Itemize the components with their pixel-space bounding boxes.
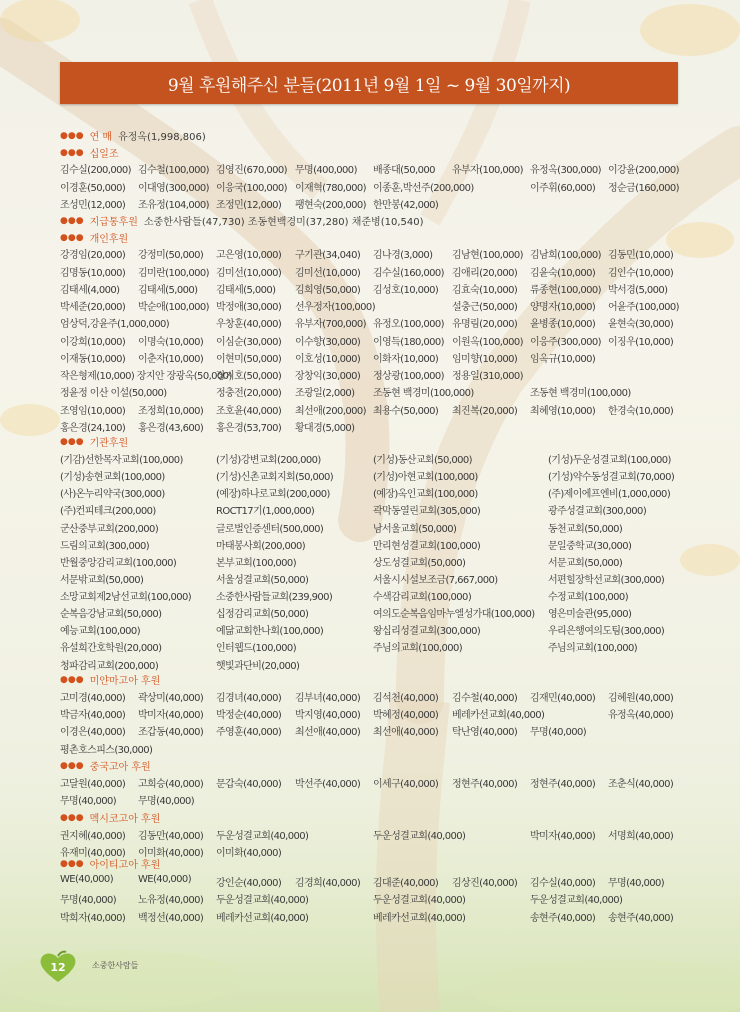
donor-entry: 정용일(310,000) bbox=[452, 371, 523, 382]
donor-entry: (예장)옥인교회(100,000) bbox=[373, 489, 478, 500]
donor-entry: 이춘자(10,000) bbox=[138, 354, 204, 365]
donor-entry: 이심순(30,000) bbox=[216, 337, 282, 348]
donor-entry: 김애리(20,000) bbox=[452, 268, 518, 279]
donor-entry: 이경은(40,000) bbox=[60, 727, 126, 738]
donor-entry: 정순금(160,000) bbox=[608, 183, 679, 194]
donor-entry: (기성)동산교회(50,000) bbox=[373, 455, 472, 466]
donor-entry: 글로벌인증센터(500,000) bbox=[216, 524, 324, 535]
donor-entry: 김명동(10,000) bbox=[60, 268, 126, 279]
donor-entry: 홍은경(43,600) bbox=[138, 423, 204, 434]
donor-entry: 유부자(700,000) bbox=[295, 319, 366, 330]
donor-entry: 고미경(40,000) bbox=[60, 693, 126, 704]
donor-entry: 박정애(30,000) bbox=[216, 302, 282, 313]
donor-entry: 이수향(30,000) bbox=[295, 337, 361, 348]
donor-entry: 김태세(5,000) bbox=[138, 285, 198, 296]
donor-entry: 김미란(100,000) bbox=[138, 268, 209, 279]
donor-entry: 본부교회(100,000) bbox=[216, 558, 296, 569]
bullet-dots: ●●● bbox=[60, 215, 84, 226]
section-yearly bbox=[60, 128, 206, 143]
donor-entry: (기성)신촌교회지회(50,000) bbox=[216, 472, 334, 483]
donor-entry: 정현주(40,000) bbox=[452, 779, 518, 790]
donor-entry: 황대경(5,000) bbox=[295, 423, 355, 434]
donor-entry: 조춘식(40,000) bbox=[608, 779, 674, 790]
donor-entry: 김수철(40,000) bbox=[452, 693, 518, 704]
section-collection-box bbox=[60, 213, 424, 228]
donor-entry: 김수철(100,000) bbox=[138, 165, 209, 176]
donor-entry: 김미선(10,000) bbox=[295, 268, 361, 279]
donor-entry: 서문교회(50,000) bbox=[548, 558, 623, 569]
donor-entry: 무명(40,000) bbox=[608, 878, 665, 889]
donor-entry: 최진복(20,000) bbox=[452, 406, 518, 417]
donor-entry: 김동민(10,000) bbox=[608, 250, 674, 261]
section-label: 미얀마고아 후원 bbox=[89, 676, 161, 687]
page-number: 12 bbox=[50, 960, 66, 974]
donor-entry: 김부녀(40,000) bbox=[295, 693, 361, 704]
donor-entry: 동천교회(50,000) bbox=[548, 524, 623, 535]
donor-entry: (기성)두운성결교회(100,000) bbox=[548, 455, 671, 466]
donor-entry: 박지영(40,000) bbox=[295, 710, 361, 721]
donor-entry: 백정선(40,000) bbox=[138, 913, 204, 924]
donor-entry: 강인순(40,000) bbox=[216, 878, 282, 889]
donor-entry: 무명(400,000) bbox=[295, 165, 357, 176]
donor-entry: 서문밖교회(50,000) bbox=[60, 575, 144, 586]
section-label: 멕시코고아 후원 bbox=[89, 814, 161, 825]
donor-entry: 이영득(180,000) bbox=[373, 337, 444, 348]
donor-entry: 최선애(40,000) bbox=[295, 727, 361, 738]
donor-entry: 무명(40,000) bbox=[530, 727, 587, 738]
donor-entry: 김대준(40,000) bbox=[373, 878, 439, 889]
donor-entry: 노유정(40,000) bbox=[138, 895, 204, 906]
donor-entry: 김미선(10,000) bbox=[216, 268, 282, 279]
donor-entry: 조호윤(40,000) bbox=[216, 406, 282, 417]
donor-entry: 무명(40,000) bbox=[60, 895, 117, 906]
donor-entry: 조정민(12,000) bbox=[216, 200, 282, 211]
donor-entry: (주)컨피테크(200,000) bbox=[60, 506, 156, 517]
donor-entry: 구기관(34,040) bbox=[295, 250, 361, 261]
donor-entry: WE(40,000) bbox=[138, 874, 191, 885]
donor-entry: 장지호(50,000) bbox=[216, 371, 282, 382]
donor-entry: 임미향(10,000) bbox=[452, 354, 518, 365]
donor-entry: 반월중앙감리교회(100,000) bbox=[60, 558, 177, 569]
donor-entry: 홍은경(24,100) bbox=[60, 423, 126, 434]
donor-entry: 김혜원(40,000) bbox=[608, 693, 674, 704]
donor-entry: 한경숙(10,000) bbox=[608, 406, 674, 417]
donor-entry: 엄상덕,강윤주(1,000,000) bbox=[60, 319, 170, 330]
donor-entry: 임옥규(10,000) bbox=[530, 354, 596, 365]
donor-entry: 우리은행여의도팀(300,000) bbox=[548, 626, 665, 637]
donor-entry: 김남희(100,000) bbox=[530, 250, 601, 261]
page-title: 9월 후원해주신 분들(2011년 9월 1일 ~ 9월 30일까지) bbox=[60, 62, 678, 104]
donor-entry: 조동현 백경미(100,000) bbox=[373, 388, 474, 399]
donor-entry: ROCT17기(1,000,000) bbox=[216, 506, 315, 517]
donor-entry: 한만봉(42,000) bbox=[373, 200, 439, 211]
donor-entry: 김성호(10,000) bbox=[373, 285, 439, 296]
donor-entry: 유재미(40,000) bbox=[60, 848, 126, 859]
donor-entry: 정상광(100,000) bbox=[373, 371, 444, 382]
donor-entry: 유부자(100,000) bbox=[452, 165, 523, 176]
donor-entry: 베레카선교회(40,000) bbox=[373, 913, 466, 924]
donor-entry: 양명자(10,000) bbox=[530, 302, 596, 313]
donor-entry: 조광일(2,000) bbox=[295, 388, 355, 399]
donor-entry: 이응주(300,000) bbox=[530, 337, 601, 348]
donor-entry: (기성)강변교회(200,000) bbox=[216, 455, 321, 466]
section-label: 개인후원 bbox=[89, 234, 129, 245]
donor-entry: 최선애(40,000) bbox=[373, 727, 439, 738]
donor-entry: 광주성결교회(300,000) bbox=[548, 506, 647, 517]
donor-entry: 강정미(50,000) bbox=[138, 250, 204, 261]
donor-entry: 장창익(30,000) bbox=[295, 371, 361, 382]
donor-entry: 드림의교회(300,000) bbox=[60, 541, 150, 552]
donor-entry: 최혜영(10,000) bbox=[530, 406, 596, 417]
donor-entry: 청파감리교회(200,000) bbox=[60, 661, 159, 672]
donor-entry: 곽상미(40,000) bbox=[138, 693, 204, 704]
donor-entry: 무명(40,000) bbox=[60, 796, 117, 807]
donor-entry: 김인수(10,000) bbox=[608, 268, 674, 279]
donor-entry: 고희승(40,000) bbox=[138, 779, 204, 790]
donor-entry: 류종현(100,000) bbox=[530, 285, 601, 296]
donor-entry: 만리현성결교회(100,000) bbox=[373, 541, 481, 552]
section-label: 중국고아 후원 bbox=[89, 762, 151, 773]
donor-entry: 두운성결교회(40,000) bbox=[373, 895, 466, 906]
donor-entry: 소중한사람들교회(239,900) bbox=[216, 592, 333, 603]
donor-entry: 유정옥(40,000) bbox=[608, 710, 674, 721]
donor-entry: 박금자(40,000) bbox=[60, 710, 126, 721]
donor-entry: (주)제이에프엔비(1,000,000) bbox=[548, 489, 671, 500]
donor-entry: 두운성결교회(40,000) bbox=[373, 831, 466, 842]
donor-entry: (사)온누리약국(300,000) bbox=[60, 489, 165, 500]
donor-entry: 이명숙(10,000) bbox=[138, 337, 204, 348]
donor-entry: 순복음강남교회(50,000) bbox=[60, 609, 162, 620]
donor-entry: 십정감리교회(50,000) bbox=[216, 609, 309, 620]
donor-entry: (기성)약수동성결교회(70,000) bbox=[548, 472, 675, 483]
donor-entry: 두운성결교회(40,000) bbox=[216, 895, 309, 906]
donor-entry: 주님의교회(100,000) bbox=[373, 643, 463, 654]
donor-entry: 박희자(40,000) bbox=[60, 913, 126, 924]
donor-entry: 주영훈(40,000) bbox=[216, 727, 282, 738]
donor-entry: WE(40,000) bbox=[60, 874, 113, 885]
section-extra: 소중한사람들(47,730) 조동현백경미(37,280) 채준병(10,540) bbox=[143, 217, 424, 228]
donor-entry: 김경희(40,000) bbox=[295, 878, 361, 889]
donor-entry: 정충전(20,000) bbox=[216, 388, 282, 399]
donor-entry: 우창훈(40,000) bbox=[216, 319, 282, 330]
donor-entry: 이재동(10,000) bbox=[60, 354, 126, 365]
donor-entry: 수정교회(100,000) bbox=[548, 592, 628, 603]
donor-entry: 이주휘(60,000) bbox=[530, 183, 596, 194]
donor-entry: 베레카선교회(40,000) bbox=[216, 913, 309, 924]
section-label: 연 매 bbox=[89, 132, 113, 143]
donor-entry: 김경녀(40,000) bbox=[216, 693, 282, 704]
donor-entry: 선우정자(100,000) bbox=[295, 302, 375, 313]
donor-entry: 김석천(40,000) bbox=[373, 693, 439, 704]
donor-entry: 조동현 백경미(100,000) bbox=[530, 388, 631, 399]
donor-entry: 윤병종(10,000) bbox=[530, 319, 596, 330]
donor-entry: 여의도순복음임마누엘성가대(100,000) bbox=[373, 609, 535, 620]
bullet-dots: ●●● bbox=[60, 130, 84, 141]
donor-entry: 유정옥(300,000) bbox=[530, 165, 601, 176]
donor-entry: (기감)선한목자교회(100,000) bbox=[60, 455, 183, 466]
donor-entry: 이현미(50,000) bbox=[216, 354, 282, 365]
donor-entry: 탁난영(40,000) bbox=[452, 727, 518, 738]
donor-entry: 작은형제(10,000) 장지안 장광옥(50,000) bbox=[60, 371, 232, 382]
donor-entry: 이종훈,박선주(200,000) bbox=[373, 183, 474, 194]
section-label: 기관후원 bbox=[89, 438, 129, 449]
section-label: 아이티고아 후원 bbox=[89, 860, 161, 871]
bullet-dots: ●●● bbox=[60, 674, 84, 685]
donor-entry: 박세준(20,000) bbox=[60, 302, 126, 313]
bullet-dots: ●●● bbox=[60, 232, 84, 243]
donor-entry: 이미화(40,000) bbox=[216, 848, 282, 859]
donor-entry: 예능교회(100,000) bbox=[60, 626, 140, 637]
donor-entry: 유정오(100,000) bbox=[373, 319, 444, 330]
donor-entry: 설충근(50,000) bbox=[452, 302, 518, 313]
donor-entry: 김나경(3,000) bbox=[373, 250, 433, 261]
donor-entry: 송현주(40,000) bbox=[530, 913, 596, 924]
donor-entry: 베레카선교회(40,000) bbox=[452, 710, 545, 721]
donor-entry: 햇빛과단비(20,000) bbox=[216, 661, 300, 672]
donor-entry: 영은미술관(95,000) bbox=[548, 609, 632, 620]
bullet-dots: ●●● bbox=[60, 436, 84, 447]
donor-entry: 김희영(50,000) bbox=[295, 285, 361, 296]
donor-entry: (예장)하나로교회(200,000) bbox=[216, 489, 330, 500]
donor-entry: 조유정(104,000) bbox=[138, 200, 209, 211]
donor-entry: (기성)송현교회(100,000) bbox=[60, 472, 165, 483]
donor-entry: 팽현숙(200,000) bbox=[295, 200, 366, 211]
donor-entry: 홍은경(53,700) bbox=[216, 423, 282, 434]
donor-entry: 김윤숙(10,000) bbox=[530, 268, 596, 279]
donor-entry: 고은영(10,000) bbox=[216, 250, 282, 261]
section-individual bbox=[60, 230, 128, 245]
donor-entry: 군산중부교회(200,000) bbox=[60, 524, 159, 535]
publisher-name: 소중한사람들 bbox=[92, 961, 139, 970]
donor-entry: 왕십리성결교회(300,000) bbox=[373, 626, 481, 637]
donor-entry: 인터웹드(100,000) bbox=[216, 643, 296, 654]
section-china bbox=[60, 758, 151, 773]
donor-entry: 곽막동열린교회(305,000) bbox=[373, 506, 481, 517]
donor-entry: 마태봉사회(200,000) bbox=[216, 541, 306, 552]
section-tithe bbox=[60, 145, 119, 160]
donor-entry: 권지혜(40,000) bbox=[60, 831, 126, 842]
donor-entry: 상도성결교회(50,000) bbox=[373, 558, 466, 569]
donor-entry: 이응국(100,000) bbox=[216, 183, 287, 194]
page-number-badge bbox=[38, 950, 78, 984]
donor-entry: 강경임(20,000) bbox=[60, 250, 126, 261]
donor-entry: 이미화(40,000) bbox=[138, 848, 204, 859]
donor-entry: 김태세(5,000) bbox=[216, 285, 276, 296]
bullet-dots: ●●● bbox=[60, 858, 84, 869]
donor-entry: 두운성결교회(40,000) bbox=[216, 831, 309, 842]
donor-entry: 김효숙(10,000) bbox=[452, 285, 518, 296]
donor-entry: 최용수(50,000) bbox=[373, 406, 439, 417]
donor-entry: (기성)아현교회(100,000) bbox=[373, 472, 478, 483]
donor-entry: 박미자(40,000) bbox=[530, 831, 596, 842]
donor-entry: 윤현숙(30,000) bbox=[608, 319, 674, 330]
donor-entry: 남서울교회(50,000) bbox=[373, 524, 457, 535]
donor-entry: 이세구(40,000) bbox=[373, 779, 439, 790]
bullet-dots: ●●● bbox=[60, 147, 84, 158]
donor-entry: 정윤정 이산 이설(50,000) bbox=[60, 388, 167, 399]
donor-entry: 이재혁(780,000) bbox=[295, 183, 366, 194]
section-myanmar bbox=[60, 672, 160, 687]
donor-entry: 박정순(40,000) bbox=[216, 710, 282, 721]
donor-entry: 이원옥(100,000) bbox=[452, 337, 523, 348]
donor-entry: 이화자(10,000) bbox=[373, 354, 439, 365]
bullet-dots: ●●● bbox=[60, 760, 84, 771]
donor-entry: 예닮교회한나회(100,000) bbox=[216, 626, 324, 637]
donor-entry: 정현주(40,000) bbox=[530, 779, 596, 790]
donor-entry: 서명희(40,000) bbox=[608, 831, 674, 842]
donor-entry: 이경훈(50,000) bbox=[60, 183, 126, 194]
bullet-dots: ●●● bbox=[60, 812, 84, 823]
donor-entry: 소망교회제2남선교회(100,000) bbox=[60, 592, 192, 603]
donor-entry: 문일중학교(30,000) bbox=[548, 541, 632, 552]
donor-entry: 이강윤(200,000) bbox=[608, 165, 679, 176]
donor-entry: 유명림(20,000) bbox=[452, 319, 518, 330]
donor-entry: 주님의교회(100,000) bbox=[548, 643, 638, 654]
donor-entry: 김영진(670,000) bbox=[216, 165, 287, 176]
donor-entry: 어윤주(100,000) bbox=[608, 302, 679, 313]
donor-entry: 서울성결교회(50,000) bbox=[216, 575, 309, 586]
donor-entry: 박서경(5,000) bbox=[608, 285, 668, 296]
donor-entry: 최선애(200,000) bbox=[295, 406, 366, 417]
donor-entry: 이호성(10,000) bbox=[295, 354, 361, 365]
donor-entry: 배종대(50,000 bbox=[373, 165, 435, 176]
donor-entry: 평촌호스피스(30,000) bbox=[60, 745, 153, 756]
donor-entry: 유설희간호학원(20,000) bbox=[60, 643, 162, 654]
donor-entry: 조성민(12,000) bbox=[60, 200, 126, 211]
donor-entry: 수색감리교회(100,000) bbox=[373, 592, 472, 603]
donor-entry: 문갑숙(40,000) bbox=[216, 779, 282, 790]
donor-entry: 김상진(40,000) bbox=[452, 878, 518, 889]
donor-entry: 박순애(100,000) bbox=[138, 302, 209, 313]
donor-entry: 김태세(4,000) bbox=[60, 285, 120, 296]
donor-entry: 조정희(10,000) bbox=[138, 406, 204, 417]
donor-entry: 무명(40,000) bbox=[138, 796, 195, 807]
donor-entry: 고달원(40,000) bbox=[60, 779, 126, 790]
section-label: 십일조 bbox=[89, 149, 119, 160]
donor-entry: 서울시시설보조금(7,667,000) bbox=[373, 575, 498, 586]
donor-entry: 두운성결교회(40,000) bbox=[530, 895, 623, 906]
donor-entry: 이강희(10,000) bbox=[60, 337, 126, 348]
donor-entry: 서편힐장학선교회(300,000) bbox=[548, 575, 665, 586]
donor-entry: 조갑동(40,000) bbox=[138, 727, 204, 738]
donor-entry: 김수실(160,000) bbox=[373, 268, 444, 279]
donor-entry: 김동만(40,000) bbox=[138, 831, 204, 842]
donor-entry: 박혜정(40,000) bbox=[373, 710, 439, 721]
donor-entry: 조영임(10,000) bbox=[60, 406, 126, 417]
donor-entry: 송현주(40,000) bbox=[608, 913, 674, 924]
donor-entry: 김수실(40,000) bbox=[530, 878, 596, 889]
donor-entry: 김수실(200,000) bbox=[60, 165, 131, 176]
donor-entry: 김재민(40,000) bbox=[530, 693, 596, 704]
donor-entry: 박미자(40,000) bbox=[138, 710, 204, 721]
donor-entry: 김남현(100,000) bbox=[452, 250, 523, 261]
donor-entry: 이징우(10,000) bbox=[608, 337, 674, 348]
section-label: 지급통후원 bbox=[89, 217, 138, 228]
donor-entry: 박선주(40,000) bbox=[295, 779, 361, 790]
section-mexico bbox=[60, 810, 160, 825]
section-extra: 유정옥(1,998,806) bbox=[118, 132, 206, 143]
donor-entry: 이대영(300,000) bbox=[138, 183, 209, 194]
section-institution bbox=[60, 434, 128, 449]
